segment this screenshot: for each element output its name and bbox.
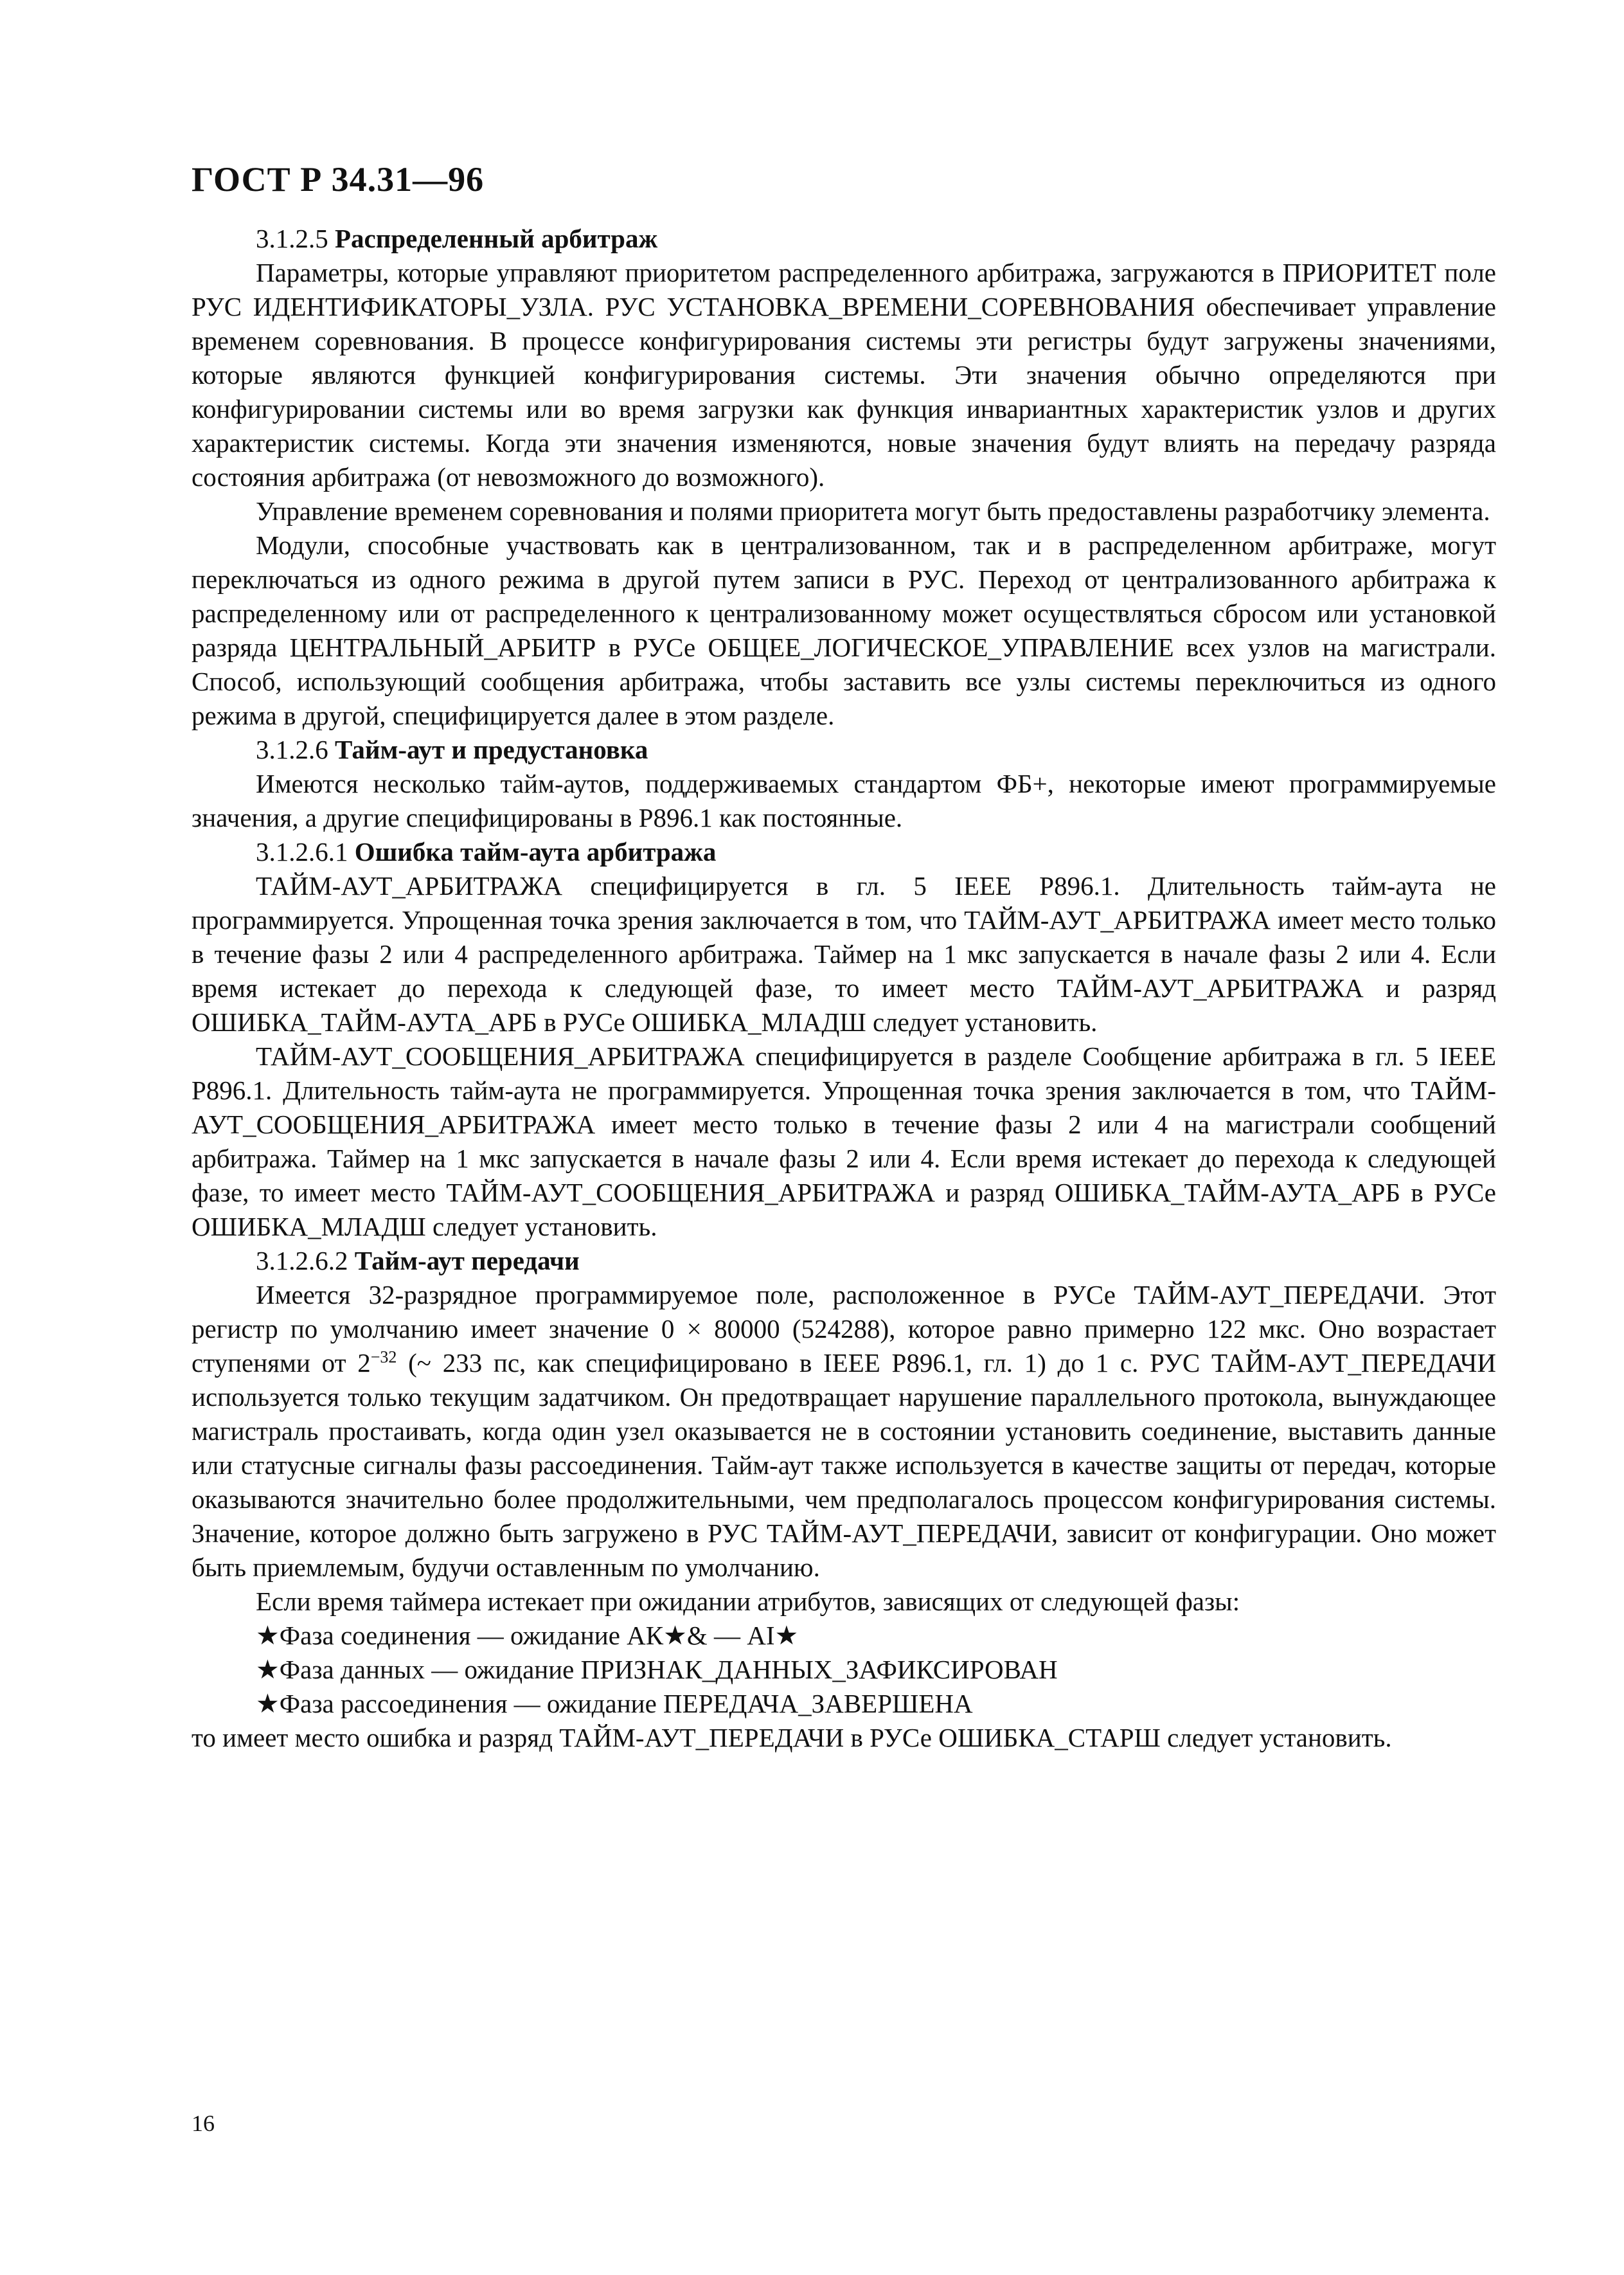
section-number: 3.1.2.5 xyxy=(256,224,328,253)
paragraph: ТАЙМ-АУТ_АРБИТРАЖА специфицируется в гл. 5 IEEE Р896.1. Длительность тайм-аута не программируется. Упрощенная точка зрения заключается в том, что ТАЙМ-АУТ_АРБИТРАЖА имеет место только в течение фазы 2 или 4 распределенного арбитража. Таймер на 1 мкс запускается в начале фазы 2 или 4. Если время истекает до перехода к следующей фазе, то имеет место ТАЙМ-АУТ_АРБИТРАЖА и разряд ОШИБКА_ТАЙМ-АУТА_АРБ в РУСе ОШИБКА_МЛАДШ следует установить. xyxy=(192,871,1496,1037)
section-number: 3.1.2.6.2 xyxy=(256,1246,348,1275)
paragraph: Если время таймера истекает при ожидании атрибутов, зависящих от следующей фазы: xyxy=(256,1587,1240,1616)
paragraph-text: Имеется 32-разрядное программируемое поле, расположенное в РУСе ТАЙМ-АУТ_ПЕРЕДАЧИ. Этот регистр по умолчанию имеет значение 0 × 80000 (524288), которое равно примерно 122 мкс. Оно возрастает ступенями от 2 xyxy=(192,1280,1496,1378)
list-item: ★Фаза данных — ожидание ПРИЗНАК_ДАННЫХ_ЗАФИКСИРОВАН xyxy=(256,1655,1058,1684)
section-heading-3-1-2-6-2 xyxy=(192,1244,1496,1278)
document-code: ГОСТ Р 34.31—96 xyxy=(192,160,485,199)
page-number: 16 xyxy=(192,2110,215,2136)
paragraph: то имеет место ошибка и разряд ТАЙМ-АУТ_ПЕРЕДАЧИ в РУСе ОШИБКА_СТАРШ следует установить. xyxy=(192,1723,1392,1752)
paragraph: Управление временем соревнования и полями приоритета могут быть предоставлены разработчику элемента. xyxy=(256,496,1490,526)
paragraph-text: (~ 233 пс, как специфицировано в IEEE Р896.1, гл. 1) до 1 с. РУС ТАЙМ-АУТ_ПЕРЕДАЧИ используется только текущим задатчиком. Он предотвращает нарушение параллельного протокола, вынуждающее магистраль простаивать, когда один узел оказывается не в состоянии установить соединение, выставить данные или статусные сигналы фазы рассоединения. Тайм-аут также используется в качестве защиты от передач, которые оказываются значительно более продолжительными, чем предполагалось процессом конфигурирования системы. Значение, которое должно быть загружено в РУС ТАЙМ-АУТ_ПЕРЕДАЧИ, зависит от конфигурации. Оно может быть приемлемым, будучи оставленным по умолчанию. xyxy=(192,1348,1496,1582)
paragraph: ТАЙМ-АУТ_СООБЩЕНИЯ_АРБИТРАЖА специфицируется в разделе Сообщение арбитража в гл. 5 IEEE Р896.1. Длительность тайм-аута не программируется. Упрощенная точка зрения заключается в том, что ТАЙМ-АУТ_СООБЩЕНИЯ_АРБИТРАЖА имеет место только в течение фазы 2 или 4 на магистрали сообщений арбитража. Таймер на 1 мкс запускается в начале фазы 2 или 4. Если время истекает до перехода к следующей фазе, то имеет место ТАЙМ-АУТ_СООБЩЕНИЯ_АРБИТРАЖА и разряд ОШИБКА_ТАЙМ-АУТА_АРБ в РУСе ОШИБКА_МЛАДШ следует установить. xyxy=(192,1041,1496,1241)
section-number: 3.1.2.6.1 xyxy=(256,837,348,867)
paragraph xyxy=(192,1278,1496,1585)
paragraph: Имеются несколько тайм-аутов, поддерживаемых стандартом ФБ+, некоторые имеют программируемые значения, а другие специфицированы в Р896.1 как постоянные. xyxy=(192,769,1496,832)
section-title: Тайм-аут и предустановка xyxy=(335,735,648,764)
document-body xyxy=(192,222,1496,1755)
section-number: 3.1.2.6 xyxy=(256,735,328,764)
section-heading-3-1-2-6-1 xyxy=(192,835,1496,869)
list-item: ★Фаза рассоединения — ожидание ПЕРЕДАЧА_ЗАВЕРШЕНА xyxy=(256,1689,973,1718)
section-title: Тайм-аут передачи xyxy=(354,1246,580,1275)
list-item: ★Фаза соединения — ожидание АК★& — АI★ xyxy=(256,1621,799,1650)
section-title: Ошибка тайм-аута арбитража xyxy=(354,837,717,867)
section-title: Распределенный арбитраж xyxy=(335,224,658,253)
paragraph: Модули, способные участвовать как в централизованном, так и в распределенном арбитраже, могут переключаться из одного режима в другой путем записи в РУС. Переход от централизованного арбитража к распределенному или от распределенного к централизованному может осуществляться сбросом или установкой разряда ЦЕНТРАЛЬНЫЙ_АРБИТР в РУСе ОБЩЕЕ_ЛОГИЧЕСКОЕ_УПРАВЛЕНИЕ всех узлов на магистрали. Способ, использующий сообщения арбитража, чтобы заставить все узлы системы переключиться из одного режима в другой, специфицируется далее в этом разделе. xyxy=(192,530,1496,730)
paragraph: Параметры, которые управляют приоритетом распределенного арбитража, загружаются в ПРИОРИТЕТ поле РУС ИДЕНТИФИКАТОРЫ_УЗЛА. РУС УСТАНОВКА_ВРЕМЕНИ_СОРЕВНОВАНИЯ обеспечивает управление временем соревнования. В процессе конфигурирования системы эти регистры будут загружены значениями, которые являются функцией конфигурирования системы. Эти значения обычно определяются при конфигурировании системы или во время загрузки как функция инвариантных характеристик узлов и других характеристик системы. Когда эти значения изменяются, новые значения будут влиять на передачу разряда состояния арбитража (от невозможного до возможного). xyxy=(192,258,1496,492)
exponent: −32 xyxy=(370,1347,397,1367)
section-heading-3-1-2-6 xyxy=(192,733,1496,767)
section-heading-3-1-2-5 xyxy=(192,222,1496,256)
